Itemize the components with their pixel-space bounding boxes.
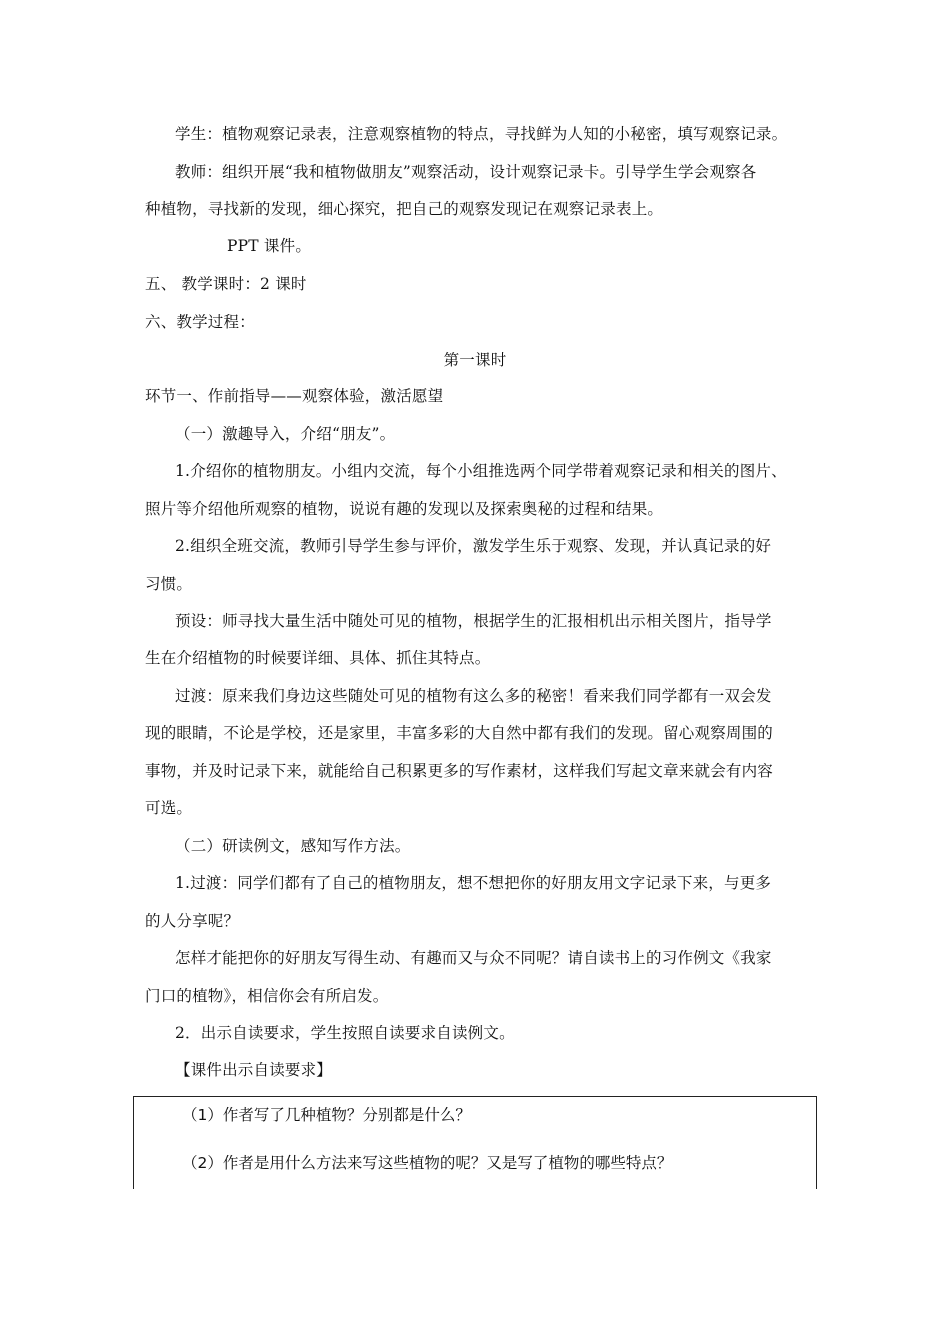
para-student-materials: 学生：植物观察记录表，注意观察植物的特点，寻找鲜为人知的小秘密，填写观察记录。 (175, 125, 788, 143)
reading-requirements-box (133, 1096, 817, 1189)
section-heading-six: 六、教学过程： (145, 313, 255, 331)
para-1-line-2: 照片等介绍他所观察的植物，说说有趣的发现以及探索奥秘的过程和结果。 (145, 500, 664, 518)
courseware-heading: 【课件出示自读要求】 (175, 1061, 333, 1079)
para-transition-line-4: 可选。 (145, 799, 193, 817)
para-3-line-2: 的人分享呢？ (145, 912, 240, 930)
para-teacher-materials-1: 教师：组织开展“我和植物做朋友”观察活动，设计观察记录卡。引导学生学会观察各 (175, 163, 757, 181)
para-4-line-1: 怎样才能把你的好朋友写得生动、有趣而又与众不同呢？请自读书上的习作例文《我家 (175, 949, 772, 967)
para-2-line-1: 2.组织全班交流，教师引导学生参与评价，激发学生乐于观察、发现，并认真记录的好 (175, 537, 772, 555)
para-1-line-1: 1.介绍你的植物朋友。小组内交流，每个小组推选两个同学带着观察记录和相关的图片、 (175, 462, 787, 480)
lesson-title: 第一课时 (443, 351, 507, 369)
para-4-line-2: 门口的植物》，相信你会有所启发。 (145, 987, 389, 1005)
requirement-2: （2）作者是用什么方法来写这些植物的呢？又是写了植物的哪些特点？ (182, 1154, 673, 1172)
para-transition-line-2: 现的眼睛，不论是学校，还是家里，丰富多彩的大自然中都有我们的发现。留心观察周围的 (145, 724, 774, 742)
requirement-1: （1）作者写了几种植物？分别都是什么？ (182, 1106, 471, 1124)
subheading-one: （一）激趣导入，介绍“朋友”。 (175, 425, 396, 443)
para-5: 2．出示自读要求，学生按照自读要求自读例文。 (175, 1024, 515, 1042)
para-preset-line-2: 生在介绍植物的时候要详细、具体、抓住其特点。 (145, 649, 491, 667)
para-3-line-1: 1.过渡：同学们都有了自己的植物朋友，想不想把你的好朋友用文字记录下来，与更多 (175, 874, 772, 892)
para-teacher-materials-2: 种植物，寻找新的发现，细心探究，把自己的观察发现记在观察记录表上。 (145, 200, 664, 218)
para-preset-line-1: 预设：师寻找大量生活中随处可见的植物，根据学生的汇报相机出示相关图片，指导学 (175, 612, 772, 630)
para-transition-line-1: 过渡：原来我们身边这些随处可见的植物有这么多的秘密！看来我们同学都有一双会发 (175, 687, 772, 705)
stage-heading: 环节一、作前指导——观察体验，激活愿望 (145, 387, 444, 405)
para-transition-line-3: 事物，并及时记录下来，就能给自己积累更多的写作素材，这样我们写起文章来就会有内容 (145, 762, 774, 780)
subheading-two: （二）研读例文，感知写作方法。 (175, 837, 411, 855)
section-heading-five: 五、 教学课时：2 课时 (145, 275, 307, 293)
para-2-line-2: 习惯。 (145, 575, 193, 593)
para-ppt: PPT 课件。 (227, 237, 312, 255)
